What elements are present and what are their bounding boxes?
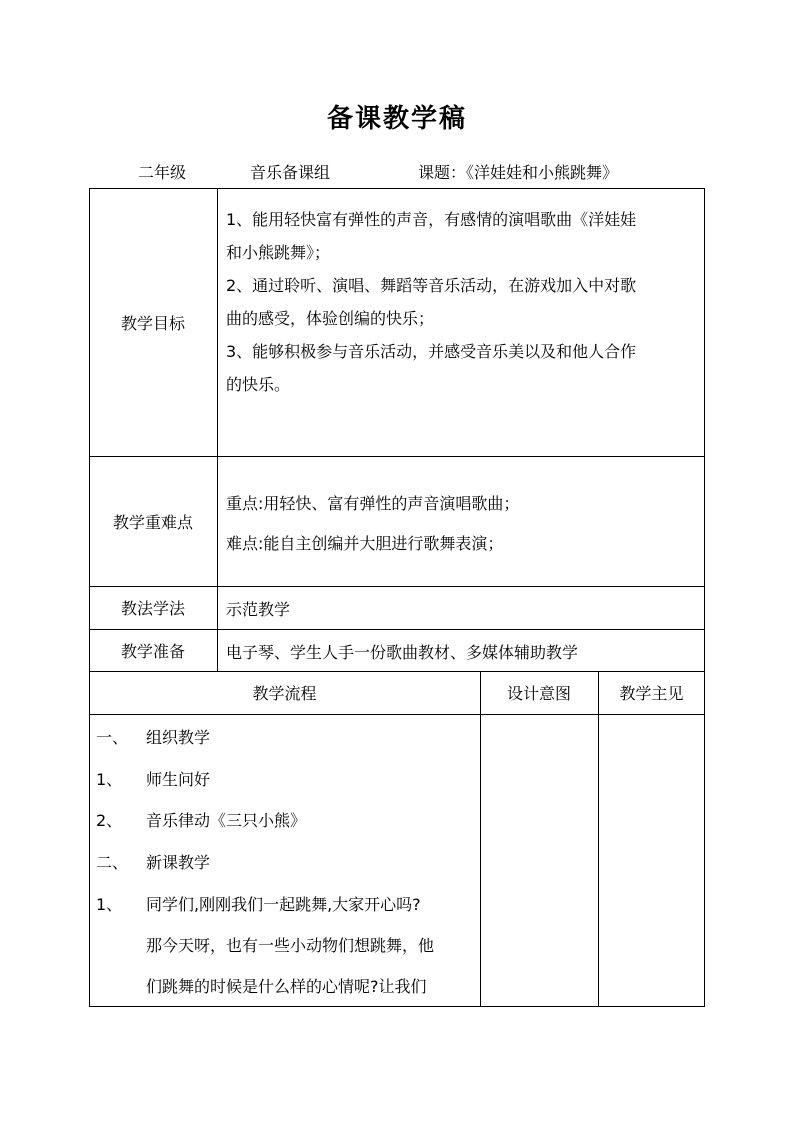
- method-value: 示范教学: [226, 600, 291, 619]
- flow-item: [96, 892, 421, 915]
- flow-text: 那今天呀，也有一些小动物们想跳舞，他: [146, 936, 435, 955]
- flow-number: 一、: [96, 728, 129, 747]
- objectives-label: 教学目标: [120, 313, 185, 333]
- flow-item: [96, 974, 427, 997]
- flow-number: 1、: [96, 895, 123, 914]
- column-divider: [480, 671, 481, 1007]
- method-label: 教法学法: [120, 599, 185, 618]
- preparation-label: 教学准备: [120, 641, 185, 661]
- keypoints-text: [226, 487, 702, 560]
- flow-number: 2、: [96, 811, 123, 830]
- objectives-text: [226, 203, 702, 401]
- column-divider: [598, 671, 599, 1007]
- flow-text: 音乐律动《三只小熊》: [146, 811, 307, 830]
- keypoint-line: 难点:能自主创编并大胆进行歌舞表演；: [226, 534, 504, 553]
- flow-item: [96, 808, 306, 831]
- design-header: 设计意图: [506, 684, 571, 703]
- flow-item: [96, 725, 210, 748]
- objectives-line: 1、能用轻快富有弹性的声音，有感情的演唱歌曲《洋娃娃: [226, 210, 637, 229]
- process-header: 教学流程: [252, 684, 317, 703]
- objectives-line: 3、能够积极参与音乐活动，并感受音乐美以及和他人合作: [226, 342, 637, 361]
- flow-item: [96, 767, 210, 790]
- flow-number: 1、: [96, 770, 123, 789]
- flow-item: [96, 933, 434, 956]
- row-divider: [89, 714, 705, 715]
- topic-label: 课题：《洋娃娃和小熊跳舞》: [418, 163, 619, 182]
- opinion-header: 教学主见: [619, 684, 684, 703]
- objectives-line: 2、通过聆听、演唱、舞蹈等音乐活动，在游戏加入中对歌: [226, 276, 637, 295]
- flow-text: 们跳舞的时候是什么样的心情呢?让我们: [146, 977, 427, 996]
- column-divider: [217, 188, 218, 671]
- page-title: 备课教学稿: [326, 104, 467, 134]
- flow-text: 新课教学: [146, 853, 211, 872]
- flow-text: 组织教学: [146, 728, 211, 747]
- preparation-value: 电子琴、学生人手一份歌曲教材、多媒体辅助教学: [226, 643, 579, 662]
- objectives-line: 曲的感受，体验创编的快乐；: [226, 309, 435, 328]
- flow-text: 师生问好: [146, 770, 211, 789]
- group-label: 音乐备课组: [250, 163, 331, 182]
- keypoint-line: 重点:用轻快、富有弹性的声音演唱歌曲；: [226, 494, 520, 513]
- flow-item: [96, 850, 210, 873]
- flow-text: 同学们,刚刚我们一起跳舞,大家开心吗?: [146, 895, 421, 914]
- keypoints-label: 教学重难点: [112, 512, 193, 532]
- objectives-line: 和小熊跳舞》；: [226, 243, 331, 262]
- flow-number: 二、: [96, 853, 129, 872]
- grade-label: 二年级: [138, 163, 187, 182]
- objectives-line: 的快乐。: [226, 375, 291, 394]
